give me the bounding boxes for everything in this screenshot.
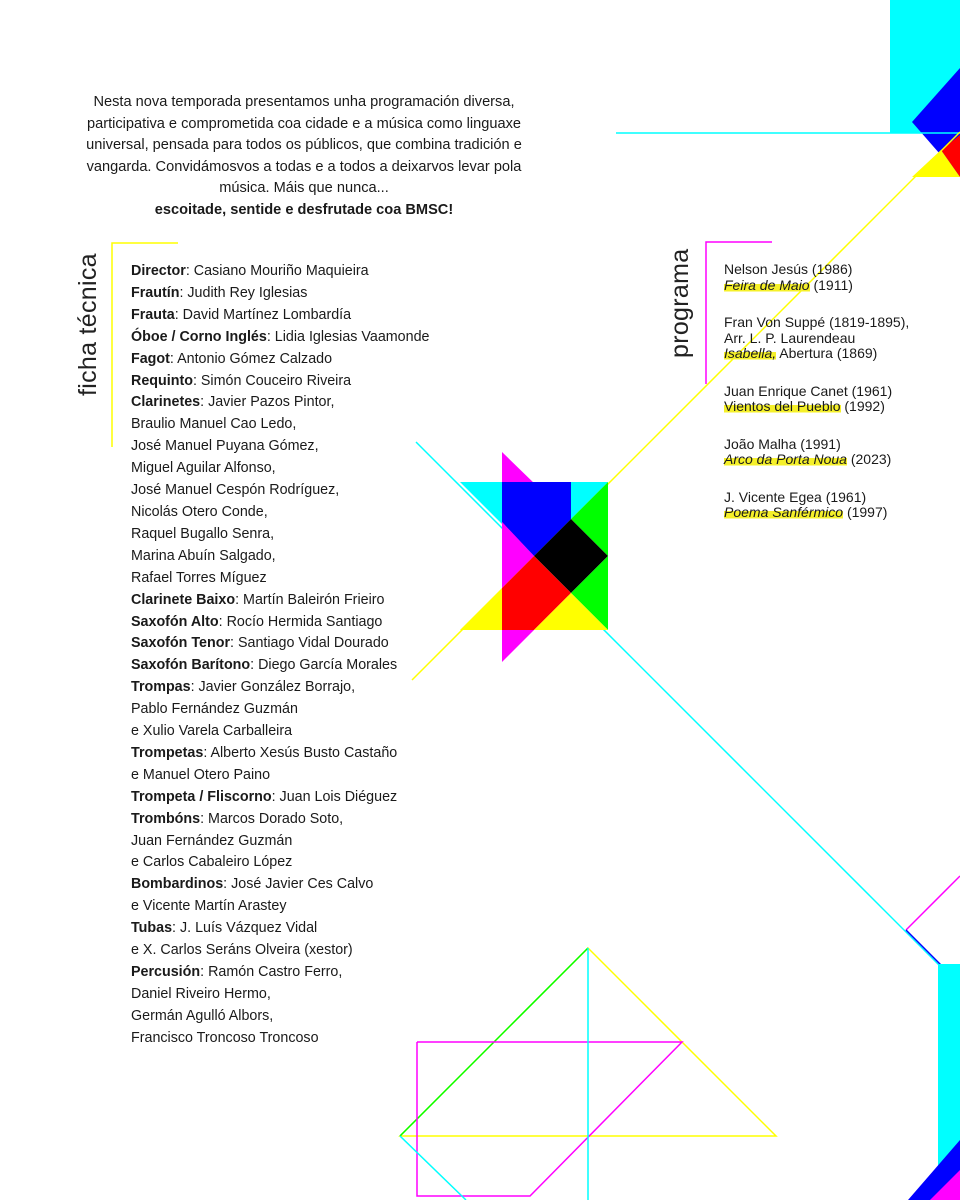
intro-lead: Nesta nova temporada presentamos unha programación diversa, participativa e comprometida coa cidade e a música como linguaxe universal, pensada para todos os públicos, que combina tradición e vangarda. Convidámosvos a todas e a todos a deixarvos levar pola música. Máis que nunca... — [86, 94, 522, 196]
ficha-row — [131, 721, 471, 743]
ficha-row — [131, 787, 471, 809]
ficha-names: Rafael Torres Míguez — [131, 569, 267, 586]
ficha-role: Óboe / Corno Inglés — [131, 328, 267, 345]
work-year: (1911) — [809, 276, 853, 293]
ficha-names: : Marcos Dorado Soto, — [200, 810, 344, 827]
ficha-names: Nicolás Otero Conde, — [131, 503, 268, 520]
work-year: Abertura (1869) — [776, 345, 878, 361]
ficha-role: Trompeta / Fliscorno — [131, 788, 272, 805]
ficha-row — [131, 809, 471, 831]
ficha-row — [131, 480, 471, 502]
composer-line: J. Vicente Egea (1961) — [724, 488, 867, 505]
ficha-role: Frautín — [131, 284, 180, 301]
ficha-names: : Alberto Xesús Busto Castaño — [203, 744, 398, 761]
ficha-names: : Lidia Iglesias Vaamonde — [266, 328, 430, 345]
ficha-names: José Manuel Cespón Rodríguez, — [131, 482, 340, 499]
ficha-row — [131, 1028, 471, 1050]
programa-title: programa — [666, 248, 694, 358]
ficha-role: Trombóns — [131, 810, 201, 827]
ficha-names: e Xulio Varela Carballeira — [131, 723, 293, 740]
ficha-names: e Vicente Martín Arastey — [131, 898, 287, 915]
ficha-names: e X. Carlos Seráns Olveira (xestor) — [131, 942, 353, 959]
ficha-row — [131, 349, 471, 371]
ficha-row — [131, 633, 471, 655]
ficha-names: : Ramón Castro Ferro, — [200, 964, 343, 980]
ficha-role: Director — [131, 263, 186, 279]
ficha-row — [131, 414, 471, 436]
work-title: Vientos del Pueblo — [724, 398, 841, 414]
right-magenta-diagonal — [906, 876, 960, 930]
ficha-row — [131, 940, 471, 962]
ficha-row — [131, 1006, 471, 1028]
composer-line: Nelson Jesús (1986) — [724, 261, 853, 277]
ficha-names: Germán Agulló Albors, — [131, 1007, 274, 1024]
ficha-row — [131, 436, 471, 458]
ficha-row — [131, 655, 471, 677]
work-year: (1997) — [843, 504, 888, 520]
ficha-row — [131, 984, 471, 1006]
work-title: Arco da Porta Noua — [724, 451, 847, 467]
ficha-row — [131, 392, 471, 414]
ficha-names: : Simón Couceiro Riveira — [192, 372, 352, 389]
ficha-row — [131, 765, 471, 787]
ficha-names: : José Javier Ces Calvo — [223, 876, 374, 893]
programa-piece — [724, 490, 954, 521]
ficha-role: Saxofón Alto — [131, 613, 219, 630]
ficha-names: José Manuel Puyana Gómez, — [131, 438, 319, 455]
central-tangram — [460, 452, 608, 662]
work-line — [724, 505, 954, 521]
ficha-names: : Casiano Mouriño Maquieira — [185, 263, 369, 279]
ficha-row — [131, 699, 471, 721]
composer-line: Juan Enrique Canet (1961) — [724, 382, 893, 399]
programa-piece — [724, 384, 954, 415]
ficha-row — [131, 896, 471, 918]
ficha-row — [131, 283, 471, 305]
ficha-role: Clarinete Baixo — [131, 591, 236, 608]
ficha-row — [131, 327, 471, 349]
ficha-row — [131, 458, 471, 480]
ficha-tecnica-title: ficha técnica — [74, 253, 102, 396]
ficha-names: : Juan Lois Diéguez — [271, 788, 398, 805]
ficha-row — [131, 677, 471, 699]
ficha-names: : Judith Rey Iglesias — [179, 284, 308, 301]
ficha-names: Raquel Bugallo Senra, — [131, 525, 275, 542]
ficha-names: Pablo Fernández Guzmán — [131, 701, 298, 718]
ficha-names: : David Martínez Lombardía — [174, 306, 352, 323]
work-line — [724, 452, 954, 468]
intro-paragraph — [86, 92, 522, 221]
ficha-row — [131, 743, 471, 765]
programa-list — [724, 262, 954, 543]
programa-piece — [724, 315, 954, 362]
ficha-names: Francisco Troncoso Troncoso — [131, 1029, 319, 1046]
ficha-names: : Antonio Gómez Calzado — [169, 350, 333, 367]
work-title: Poema Sanférmico — [724, 504, 844, 520]
ficha-role: Trompetas — [131, 744, 204, 761]
ficha-names: : J. Luís Vázquez Vidal — [172, 920, 318, 937]
ficha-row — [131, 590, 471, 612]
ficha-names: : Javier González Borrajo, — [190, 679, 356, 696]
work-line — [724, 346, 954, 362]
ficha-row — [131, 524, 471, 546]
ficha-names: Braulio Manuel Cao Ledo, — [131, 416, 297, 433]
ficha-role: Bombardinos — [131, 876, 224, 893]
programa-piece — [724, 262, 954, 293]
work-year: (1992) — [840, 398, 885, 414]
ficha-row — [131, 831, 471, 853]
ficha-row — [131, 918, 471, 940]
ficha-names: Daniel Riveiro Hermo, — [131, 985, 271, 1002]
ficha-role: Trompas — [131, 679, 191, 696]
ficha-row — [131, 568, 471, 590]
programa-piece — [724, 437, 954, 468]
ficha-role: Clarinetes — [131, 394, 201, 411]
ficha-names: e Manuel Otero Paino — [131, 766, 271, 783]
ficha-names: : Santiago Vidal Dourado — [230, 635, 389, 652]
ficha-role: Saxofón Tenor — [131, 635, 231, 652]
ficha-row — [131, 371, 471, 393]
ficha-role: Percusión — [131, 964, 201, 980]
composer-line: Fran Von Suppé (1819-1895), — [724, 314, 910, 330]
work-title: Isabella, — [724, 345, 777, 361]
ficha-names: : Martín Baleirón Frieiro — [235, 591, 385, 608]
ficha-row — [131, 874, 471, 896]
ficha-row — [131, 852, 471, 874]
work-line — [724, 399, 954, 415]
composer-line: Arr. L. P. Laurendeau — [724, 329, 856, 346]
ficha-names: Juan Fernández Guzmán — [131, 832, 293, 849]
work-year: (2023) — [846, 451, 892, 467]
work-line — [724, 278, 954, 294]
ficha-role: Fagot — [131, 350, 170, 367]
composer-line: João Malha (1991) — [724, 435, 841, 452]
ficha-names: Miguel Aguilar Alfonso, — [131, 460, 276, 477]
ficha-role: Saxofón Barítono — [131, 657, 251, 674]
intro-closing: escoitade, sentide e desfrutade coa BMSC! — [154, 201, 454, 218]
ficha-names: : Rocío Hermida Santiago — [218, 613, 383, 630]
ficha-row — [131, 305, 471, 327]
ficha-names: Marina Abuín Salgado, — [131, 547, 276, 564]
ficha-row — [131, 612, 471, 634]
ficha-row — [131, 261, 471, 283]
ficha-names: e Carlos Cabaleiro López — [131, 854, 293, 871]
ficha-role: Requinto — [131, 372, 193, 389]
ficha-names: : Diego García Morales — [250, 657, 398, 674]
work-title: Feira de Maio — [724, 276, 810, 293]
ficha-row — [131, 502, 471, 524]
ficha-row — [131, 962, 471, 984]
ficha-role: Frauta — [131, 306, 175, 323]
ficha-names: : Javier Pazos Pintor, — [200, 394, 335, 411]
ficha-tecnica-list — [131, 261, 471, 1050]
ficha-row — [131, 546, 471, 568]
ficha-role: Tubas — [131, 920, 173, 937]
